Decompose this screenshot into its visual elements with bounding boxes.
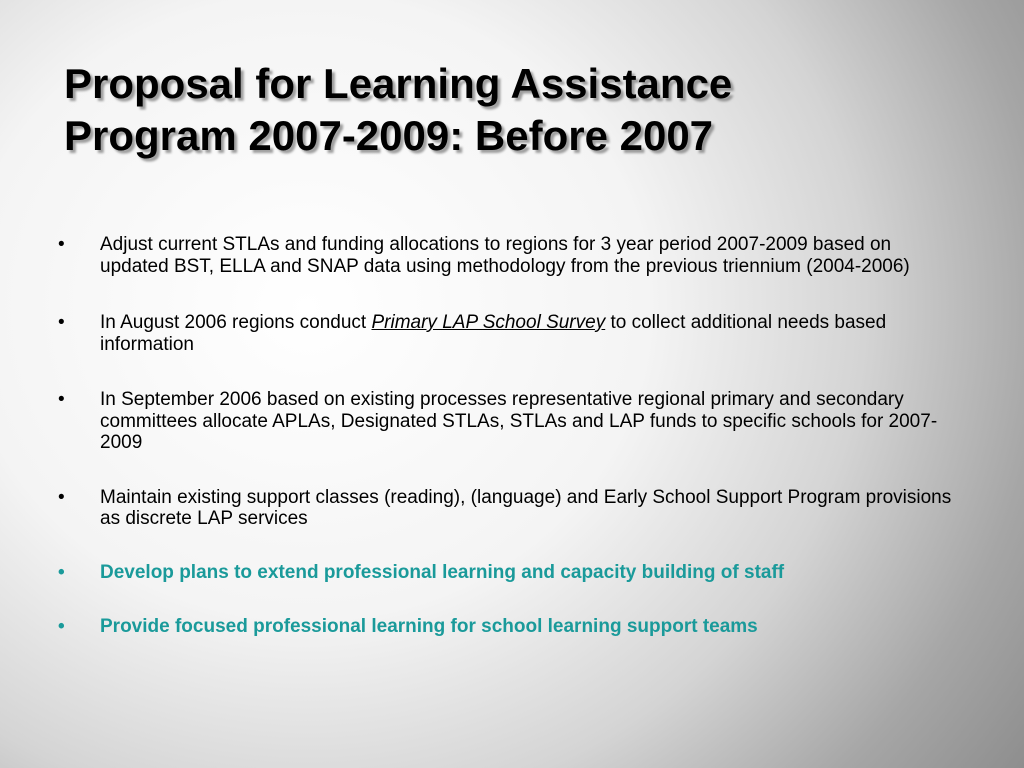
slide-title <box>64 58 964 162</box>
bullet-text: Provide focused professional learning for school learning support teams <box>100 616 758 637</box>
bullet-text-before: In August 2006 regions conduct <box>100 312 372 333</box>
slide-title-line-2: Program 2007-2009: Before 2007 <box>64 112 714 159</box>
bullet-item-stla-adjustment <box>58 234 963 277</box>
bullet-item-committee-allocation <box>58 389 963 454</box>
slide-title-line-1: Proposal for Learning Assistance <box>64 60 733 107</box>
bullet-marker: • <box>58 234 65 255</box>
bullet-item-support-classes <box>58 487 963 530</box>
bullet-marker: • <box>58 561 65 583</box>
bullet-item-support-teams <box>58 616 963 638</box>
bullet-text-after: to collect additional needs based information <box>100 312 887 355</box>
bullet-list <box>58 234 963 638</box>
bullet-marker: • <box>58 312 65 333</box>
bullet-text: Adjust current STLAs and funding allocations to regions for 3 year period 2007-2009 based on updated BST, ELLA and SNAP data using methodology from the previous triennium (2004-2006) <box>100 234 910 277</box>
bullet-text: In September 2006 based on existing processes representative regional primary and secondary committees allocate APLAs, Designated STLAs, STLAs and LAP funds to specific schools for 2007-2009 <box>100 389 938 453</box>
bullet-item-school-survey <box>58 312 963 355</box>
bullet-item-professional-learning-plans <box>58 562 963 584</box>
primary-lap-school-survey-link[interactable]: Primary LAP School Survey <box>371 312 606 333</box>
bullet-marker: • <box>58 616 65 637</box>
bullet-marker: • <box>58 389 65 410</box>
bullet-text: Develop plans to extend professional learning and capacity building of staff <box>100 561 785 583</box>
bullet-text: Maintain existing support classes (reading), (language) and Early School Support Program provisions as discrete LAP services <box>100 486 952 529</box>
bullet-marker: • <box>58 486 65 508</box>
